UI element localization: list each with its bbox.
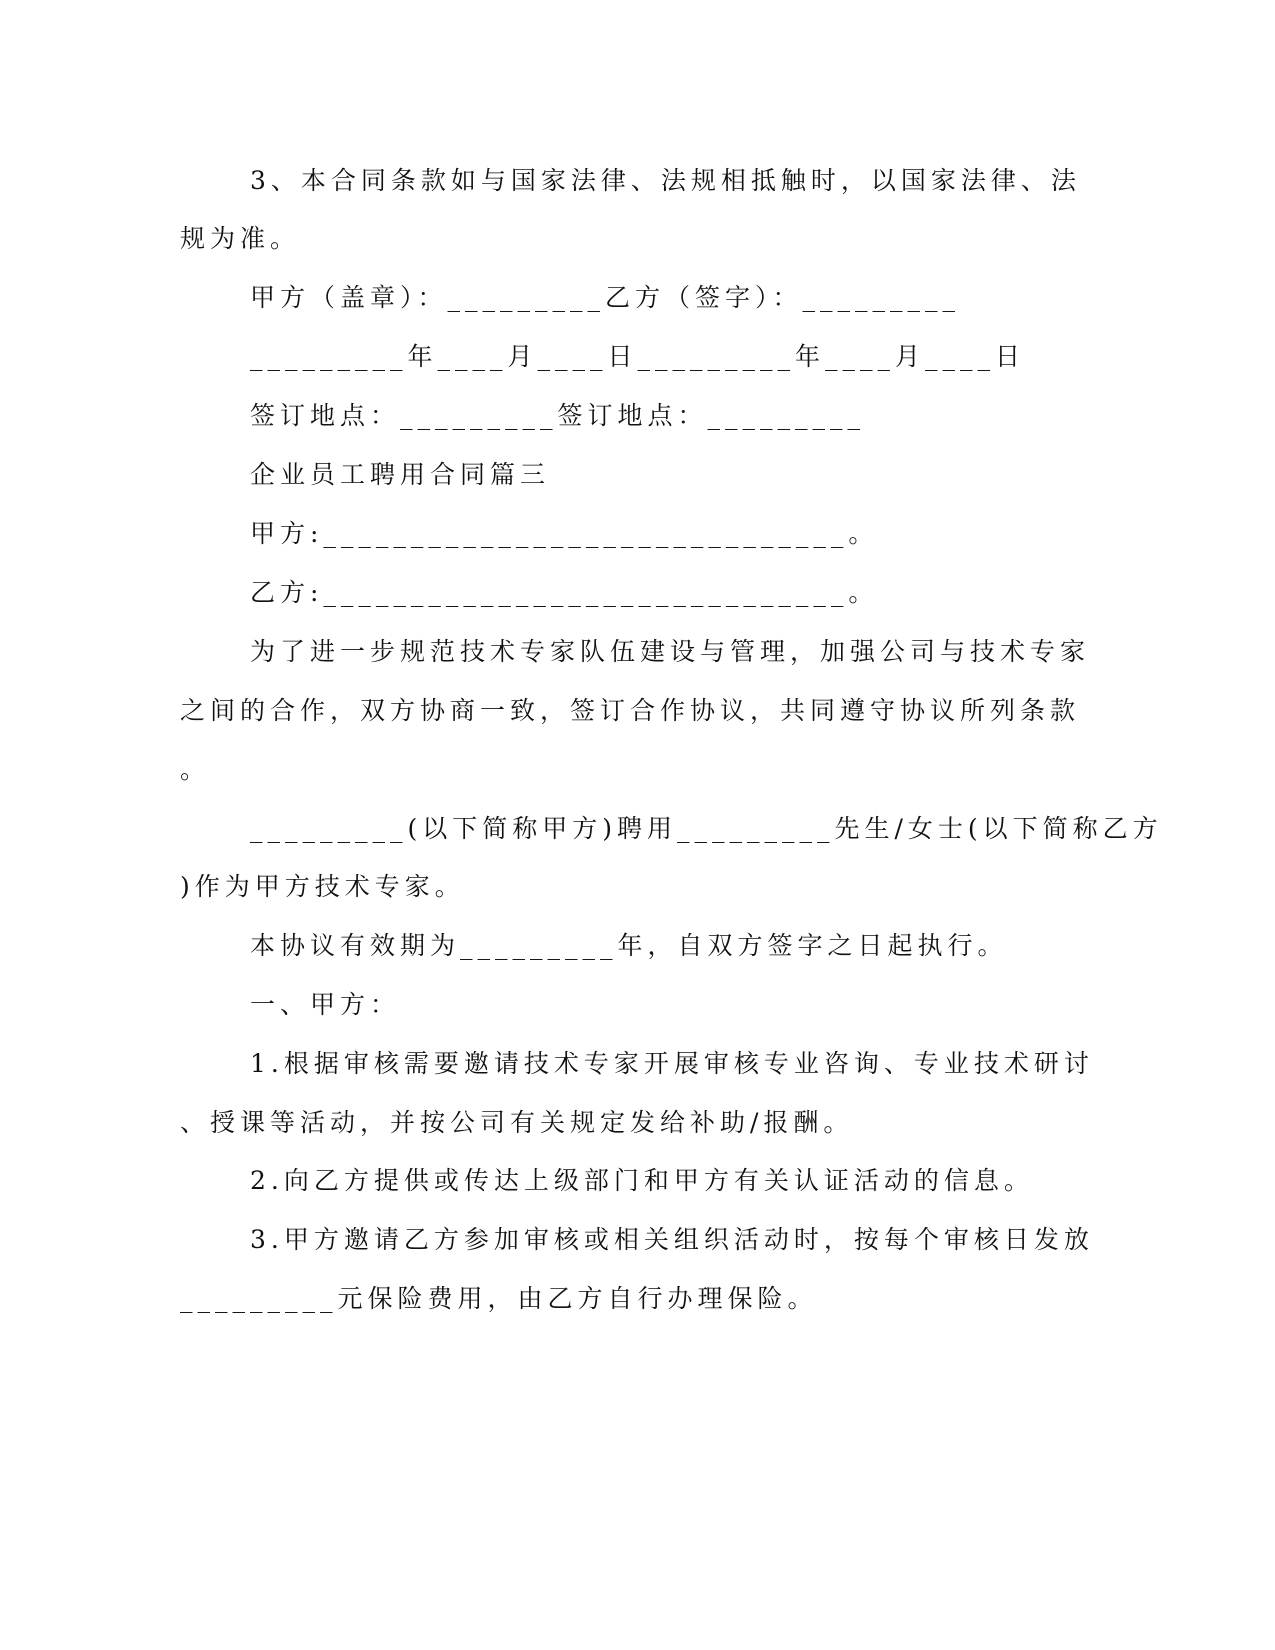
signature-party-line: 甲方（盖章）：_________乙方（签字）：_________ bbox=[250, 283, 961, 312]
section-heading: 企业员工聘用合同篇三 bbox=[250, 460, 551, 489]
intro-paragraph-line-2: 之间的合作，双方协商一致，签订合作协议，共同遵守协议所列条款 bbox=[180, 696, 1081, 725]
party-a-line: 甲方:______________________________。 bbox=[250, 519, 879, 548]
employment-line-2: )作为甲方技术专家。 bbox=[180, 872, 465, 901]
signature-date-line: _________年____月____日_________年____月____日 bbox=[250, 342, 1026, 371]
duty-1-line-1: 1.根据审核需要邀请技术专家开展审核专业咨询、专业技术研讨 bbox=[250, 1049, 1094, 1078]
intro-paragraph-line-1: 为了进一步规范技术专家队伍建设与管理，加强公司与技术专家 bbox=[250, 637, 1091, 666]
duty-1-line-2: 、授课等活动，并按公司有关规定发给补助/报酬。 bbox=[180, 1108, 854, 1137]
validity-line: 本协议有效期为_________年，自双方签字之日起执行。 bbox=[250, 931, 1008, 960]
signing-place-line: 签订地点：_________签订地点：_________ bbox=[250, 401, 866, 430]
duty-2-line: 2.向乙方提供或传达上级部门和甲方有关认证活动的信息。 bbox=[250, 1166, 1034, 1195]
intro-paragraph-line-3: 。 bbox=[180, 755, 211, 784]
duty-3-line-2: _________元保险费用，由乙方自行办理保险。 bbox=[180, 1284, 818, 1313]
clause-3-line-1: 3、本合同条款如与国家法律、法规相抵触时，以国家法律、法 bbox=[250, 166, 1081, 195]
duty-3-line-1: 3.甲方邀请乙方参加审核或相关组织活动时，按每个审核日发放 bbox=[250, 1225, 1094, 1254]
clause-3-line-2: 规为准。 bbox=[180, 224, 301, 253]
employment-line-1: _________(以下简称甲方)聘用_________先生/女士(以下简称乙方 bbox=[250, 814, 1163, 843]
party-a-heading: 一、甲方： bbox=[250, 990, 401, 1019]
party-b-line: 乙方:______________________________。 bbox=[250, 578, 879, 607]
